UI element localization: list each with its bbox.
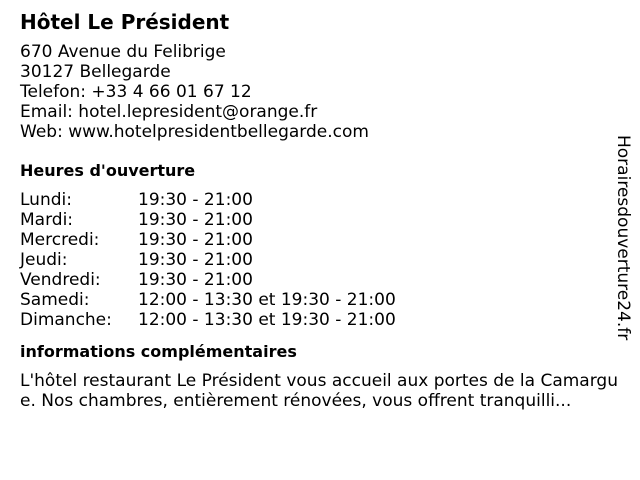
- time-value: 19:30 - 21:00: [138, 250, 253, 270]
- hours-row-sunday: [20, 310, 620, 330]
- business-title: Hôtel Le Président: [20, 10, 230, 34]
- day-label: Samedi:: [20, 290, 90, 310]
- street-address: 670 Avenue du Felibrige: [20, 42, 226, 62]
- hours-row-wednesday: [20, 230, 620, 250]
- day-label: Jeudi:: [20, 250, 68, 270]
- hours-row-thursday: [20, 250, 620, 270]
- city-line: 30127 Bellegarde: [20, 62, 171, 82]
- day-label: Lundi:: [20, 190, 72, 210]
- time-value: 19:30 - 21:00: [138, 230, 253, 250]
- opening-hours-heading: Heures d'ouverture: [20, 161, 196, 180]
- hours-row-tuesday: [20, 210, 620, 230]
- time-value: 12:00 - 13:30 et 19:30 - 21:00: [138, 290, 396, 310]
- contact-block: [20, 42, 620, 142]
- hours-row-monday: [20, 190, 620, 210]
- hours-row-friday: [20, 270, 620, 290]
- email-line: Email: hotel.lepresident@orange.fr: [20, 102, 318, 122]
- additional-info-heading: informations complémentaires: [20, 342, 297, 361]
- description-text: L'hôtel restaurant Le Président vous accueil aux portes de la Camargue. Nos chambres, entièrement rénovées, vous offrent tranquilli...: [20, 371, 618, 411]
- hours-row-saturday: [20, 290, 620, 310]
- time-value: 19:30 - 21:00: [138, 270, 253, 290]
- day-label: Dimanche:: [20, 310, 112, 330]
- business-card: [20, 10, 620, 411]
- phone-line: Telefon: +33 4 66 01 67 12: [20, 82, 252, 102]
- day-label: Mercredi:: [20, 230, 100, 250]
- time-value: 12:00 - 13:30 et 19:30 - 21:00: [138, 310, 396, 330]
- website-line: Web: www.hotelpresidentbellegarde.com: [20, 122, 369, 142]
- day-label: Mardi:: [20, 210, 74, 230]
- time-value: 19:30 - 21:00: [138, 190, 253, 210]
- site-watermark: Horairesdouverture24.fr: [613, 135, 633, 341]
- opening-hours-table: [20, 190, 620, 330]
- day-label: Vendredi:: [20, 270, 101, 290]
- time-value: 19:30 - 21:00: [138, 210, 253, 230]
